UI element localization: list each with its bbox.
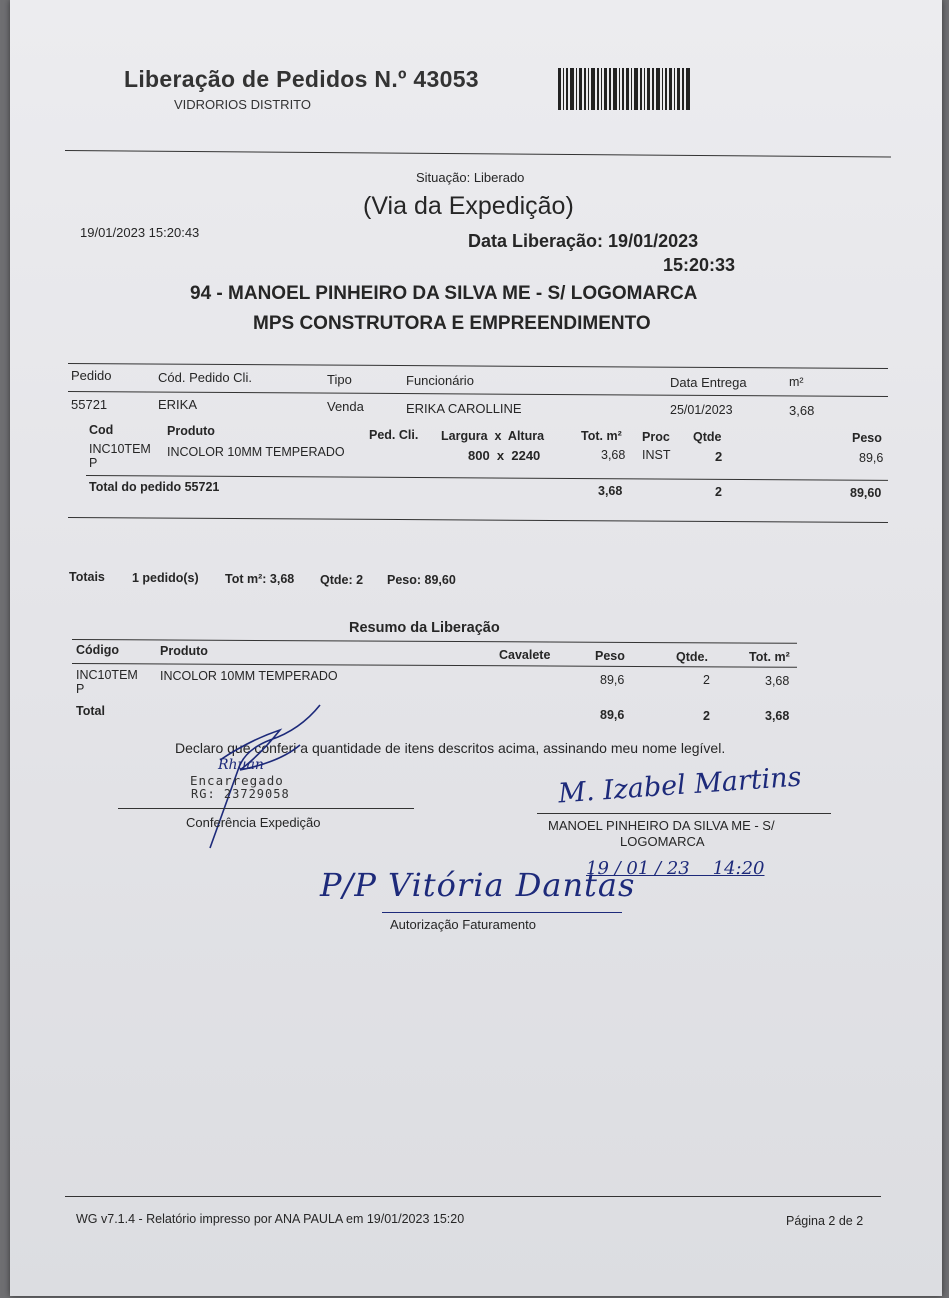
resumo-qtde: 2 <box>703 673 710 687</box>
order-total-label: Total do pedido 55721 <box>89 480 220 494</box>
client-label-line1: MANOEL PINHEIRO DA SILVA ME - S/ <box>548 818 775 833</box>
pedido-number: 55721 <box>71 397 108 412</box>
resumo-title: Resumo da Liberação <box>349 620 500 636</box>
client-company: MPS CONSTRUTORA E EMPREENDIMENTO <box>253 313 651 334</box>
totals-peso: Peso: 89,60 <box>387 573 456 587</box>
barcode <box>558 68 704 110</box>
client-label-line2: LOGOMARCA <box>620 834 705 849</box>
item-col-qtde: Qtde <box>693 430 722 444</box>
item-col-tot-m2: Tot. m² <box>581 429 622 443</box>
faturamento-sign-line <box>382 912 622 913</box>
footer-line <box>65 1196 881 1197</box>
funcionario: ERIKA CAROLLINE <box>406 401 522 416</box>
data-liberacao-time: 15:20:33 <box>663 255 736 275</box>
stamp-name: Rhuan <box>218 757 264 773</box>
item-qtde: 2 <box>715 449 723 464</box>
totals-m2: Tot m²: 3,68 <box>225 572 295 586</box>
resumo-tot-m2: 3,68 <box>765 674 790 688</box>
col-pedido: Pedido <box>71 368 112 383</box>
document-title: Liberação de Pedidos N.º 43053 <box>124 66 479 92</box>
col-cod-pedido-cli: Cód. Pedido Cli. <box>158 370 252 385</box>
client-signature: M. Izabel Martins <box>557 761 803 810</box>
faturamento-signature: P/P Vitória Dantas <box>320 866 636 904</box>
item-cod: INC10TEM <box>89 442 151 456</box>
situacao: Situação: Liberado <box>416 170 525 185</box>
document-page <box>10 0 942 1296</box>
cod-pedido-cli: ERIKA <box>158 397 198 412</box>
tipo: Venda <box>327 399 364 414</box>
item-tot-m2: 3,68 <box>601 448 626 462</box>
client-name: 94 - MANOEL PINHEIRO DA SILVA ME - S/ LOGOMARCA <box>190 283 698 304</box>
item-peso: 89,6 <box>859 451 884 465</box>
order-bottom-line <box>68 517 888 523</box>
col-tipo: Tipo <box>327 372 352 387</box>
resumo-col-peso: Peso <box>595 649 625 663</box>
print-datetime: 19/01/2023 15:20:43 <box>80 225 200 240</box>
totals-pedidos: 1 pedido(s) <box>132 571 199 585</box>
order-total-qtde: 2 <box>715 485 722 499</box>
data-liberacao: Data Liberação: 19/01/2023 <box>468 231 699 251</box>
totals-label: Totais <box>69 570 105 584</box>
item-cod-cont: P <box>89 456 98 470</box>
declaration-text: Declaro que conferi a quantidade de itens descritos acima, assinando meu nome legível. <box>175 740 726 756</box>
stamp-role: Encarregado <box>190 773 284 788</box>
header-divider <box>65 150 891 157</box>
resumo-codigo-cont: P <box>76 682 85 696</box>
faturamento-label: Autorização Faturamento <box>390 917 536 932</box>
item-proc: INST <box>642 448 671 462</box>
resumo-col-produto: Produto <box>160 644 208 658</box>
item-col-produto: Produto <box>167 424 215 438</box>
resumo-total-tot-m2: 3,68 <box>765 709 790 723</box>
handwritten-date: 19 / 01 / 23 14:20 <box>586 858 765 879</box>
item-dimensions: 800 x 2240 <box>468 448 541 463</box>
conferencia-line <box>118 808 414 809</box>
footer-printed-by: WG v7.1.4 - Relatório impresso por ANA PAULA em 19/01/2023 15:20 <box>76 1212 465 1226</box>
order-total-peso: 89,60 <box>850 486 882 500</box>
m2-value: 3,68 <box>789 403 815 418</box>
item-col-cod: Cod <box>89 423 114 437</box>
company-name: VIDRORIOS DISTRITO <box>174 97 311 112</box>
order-total-m2: 3,68 <box>598 484 623 498</box>
data-entrega: 25/01/2023 <box>670 403 733 417</box>
col-m2: m² <box>789 375 804 389</box>
col-data-entrega: Data Entrega <box>670 375 747 390</box>
resumo-peso: 89,6 <box>600 673 625 687</box>
resumo-codigo: INC10TEM <box>76 668 138 682</box>
item-col-largura-altura: Largura x Altura <box>441 429 545 443</box>
resumo-produto: INCOLOR 10MM TEMPERADO <box>160 669 338 683</box>
col-funcionario: Funcionário <box>406 373 474 388</box>
order-top-line <box>68 363 888 369</box>
totals-qtde: Qtde: 2 <box>320 573 364 587</box>
stamp-rg: RG: 23729058 <box>191 787 290 801</box>
item-col-ped-cli: Ped. Cli. <box>369 428 419 442</box>
resumo-total-qtde: 2 <box>703 709 710 723</box>
resumo-total-peso: 89,6 <box>600 708 625 722</box>
resumo-col-cavalete: Cavalete <box>499 648 551 662</box>
client-sign-line <box>537 813 831 814</box>
item-produto: INCOLOR 10MM TEMPERADO <box>167 445 345 459</box>
resumo-total-label: Total <box>76 704 105 718</box>
resumo-col-codigo: Código <box>76 643 120 657</box>
conferencia-label: Conferência Expedição <box>186 815 321 830</box>
resumo-col-qtde: Qtde. <box>676 650 708 664</box>
via-expedicao: (Via da Expedição) <box>363 192 574 220</box>
item-col-peso: Peso <box>852 431 882 445</box>
resumo-col-tot-m2: Tot. m² <box>749 650 790 664</box>
item-col-proc: Proc <box>642 430 670 444</box>
footer-page-number: Página 2 de 2 <box>786 1214 864 1228</box>
